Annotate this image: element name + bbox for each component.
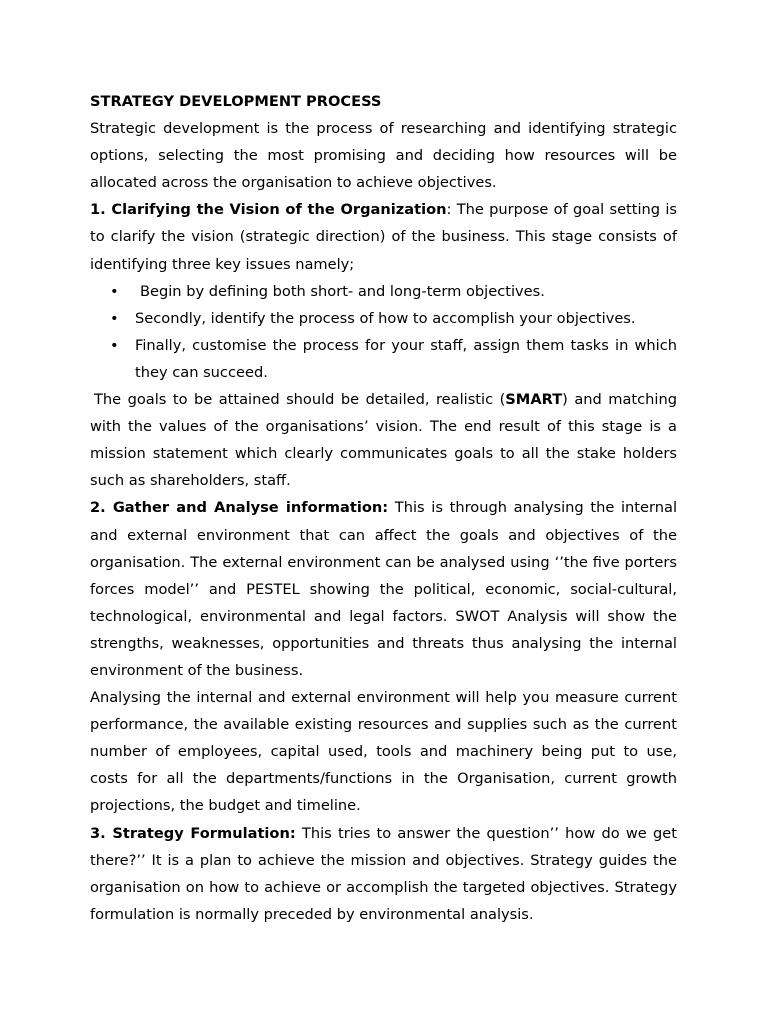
bullet-icon: • [110,309,119,327]
intro-paragraph: Strategic development is the process of researching and identifying strategic options, selecting the most promising and deciding how resources will be allocated across the organisation to achieve objectives. [90,120,677,192]
analysis-paragraph: Analysing the internal and external environment will help you measure current performance, the available existing resources and supplies such as the current number of employees, capital used, tools and machinery being put to use, costs for all the departments/functions in the Organisation, current growth projections, the budget and timeline. [90,689,677,815]
section2-heading: 2. Gather and Analyse information: [90,499,389,517]
section1-heading: 1. Clarifying the Vision of the Organization [90,201,447,219]
section2-body: This is through analysing the internal and external environment that can affect the goals and objectives of the organisation. The external environment can be analysed using ‘’the five porters forces model’’ and PESTEL showing the political, economic, social-cultural, technological, environmental and legal factors. SWOT Analysis will show the strengths, weaknesses, opportunities and threats thus analysing the internal environment of the business. [90,499,678,679]
section3-heading: 3. Strategy Formulation: [90,824,296,842]
section3-body: This tries to answer the question’’ how do we get there?’’ It is a plan to achieve the mission and objectives. Strategy guides the organisation on how to achieve or accomplish the targeted objectives. Strategy formulation is normally preceded by environmental analysis. [90,824,677,923]
goals-text-after: ) and matching with the values of the organisations’ vision. The end result of this stage is a mission statement which clearly communicates goals to all the stake holders such as shareholders, staff. [90,391,677,490]
document-title: STRATEGY DEVELOPMENT PROCESS [90,93,382,110]
goals-paragraph [90,386,677,494]
section2-paragraph [90,494,677,684]
section1-paragraph [90,196,677,277]
list-item-text: Secondly, identify the process of how to accomplish your objectives. [135,309,636,327]
bullet-icon: • [110,282,119,300]
list-item-text: Begin by defining both short- and long-term objectives. [140,282,545,300]
list-item [90,332,677,386]
smart-label: SMART [505,391,563,409]
section1-body: : The purpose of goal setting is to clarify the vision (strategic direction) of the business. This stage consists of identifying three key issues namely; [90,201,677,273]
bullet-icon: • [110,336,119,354]
objectives-list [90,278,677,386]
list-item [90,305,677,332]
goals-text-before: The goals to be attained should be detailed, realistic ( [94,391,506,409]
list-item [90,278,677,305]
document-page [90,88,677,928]
section3-paragraph [90,820,677,928]
list-item-text: Finally, customise the process for your staff, assign them tasks in which they can succeed. [135,336,677,381]
